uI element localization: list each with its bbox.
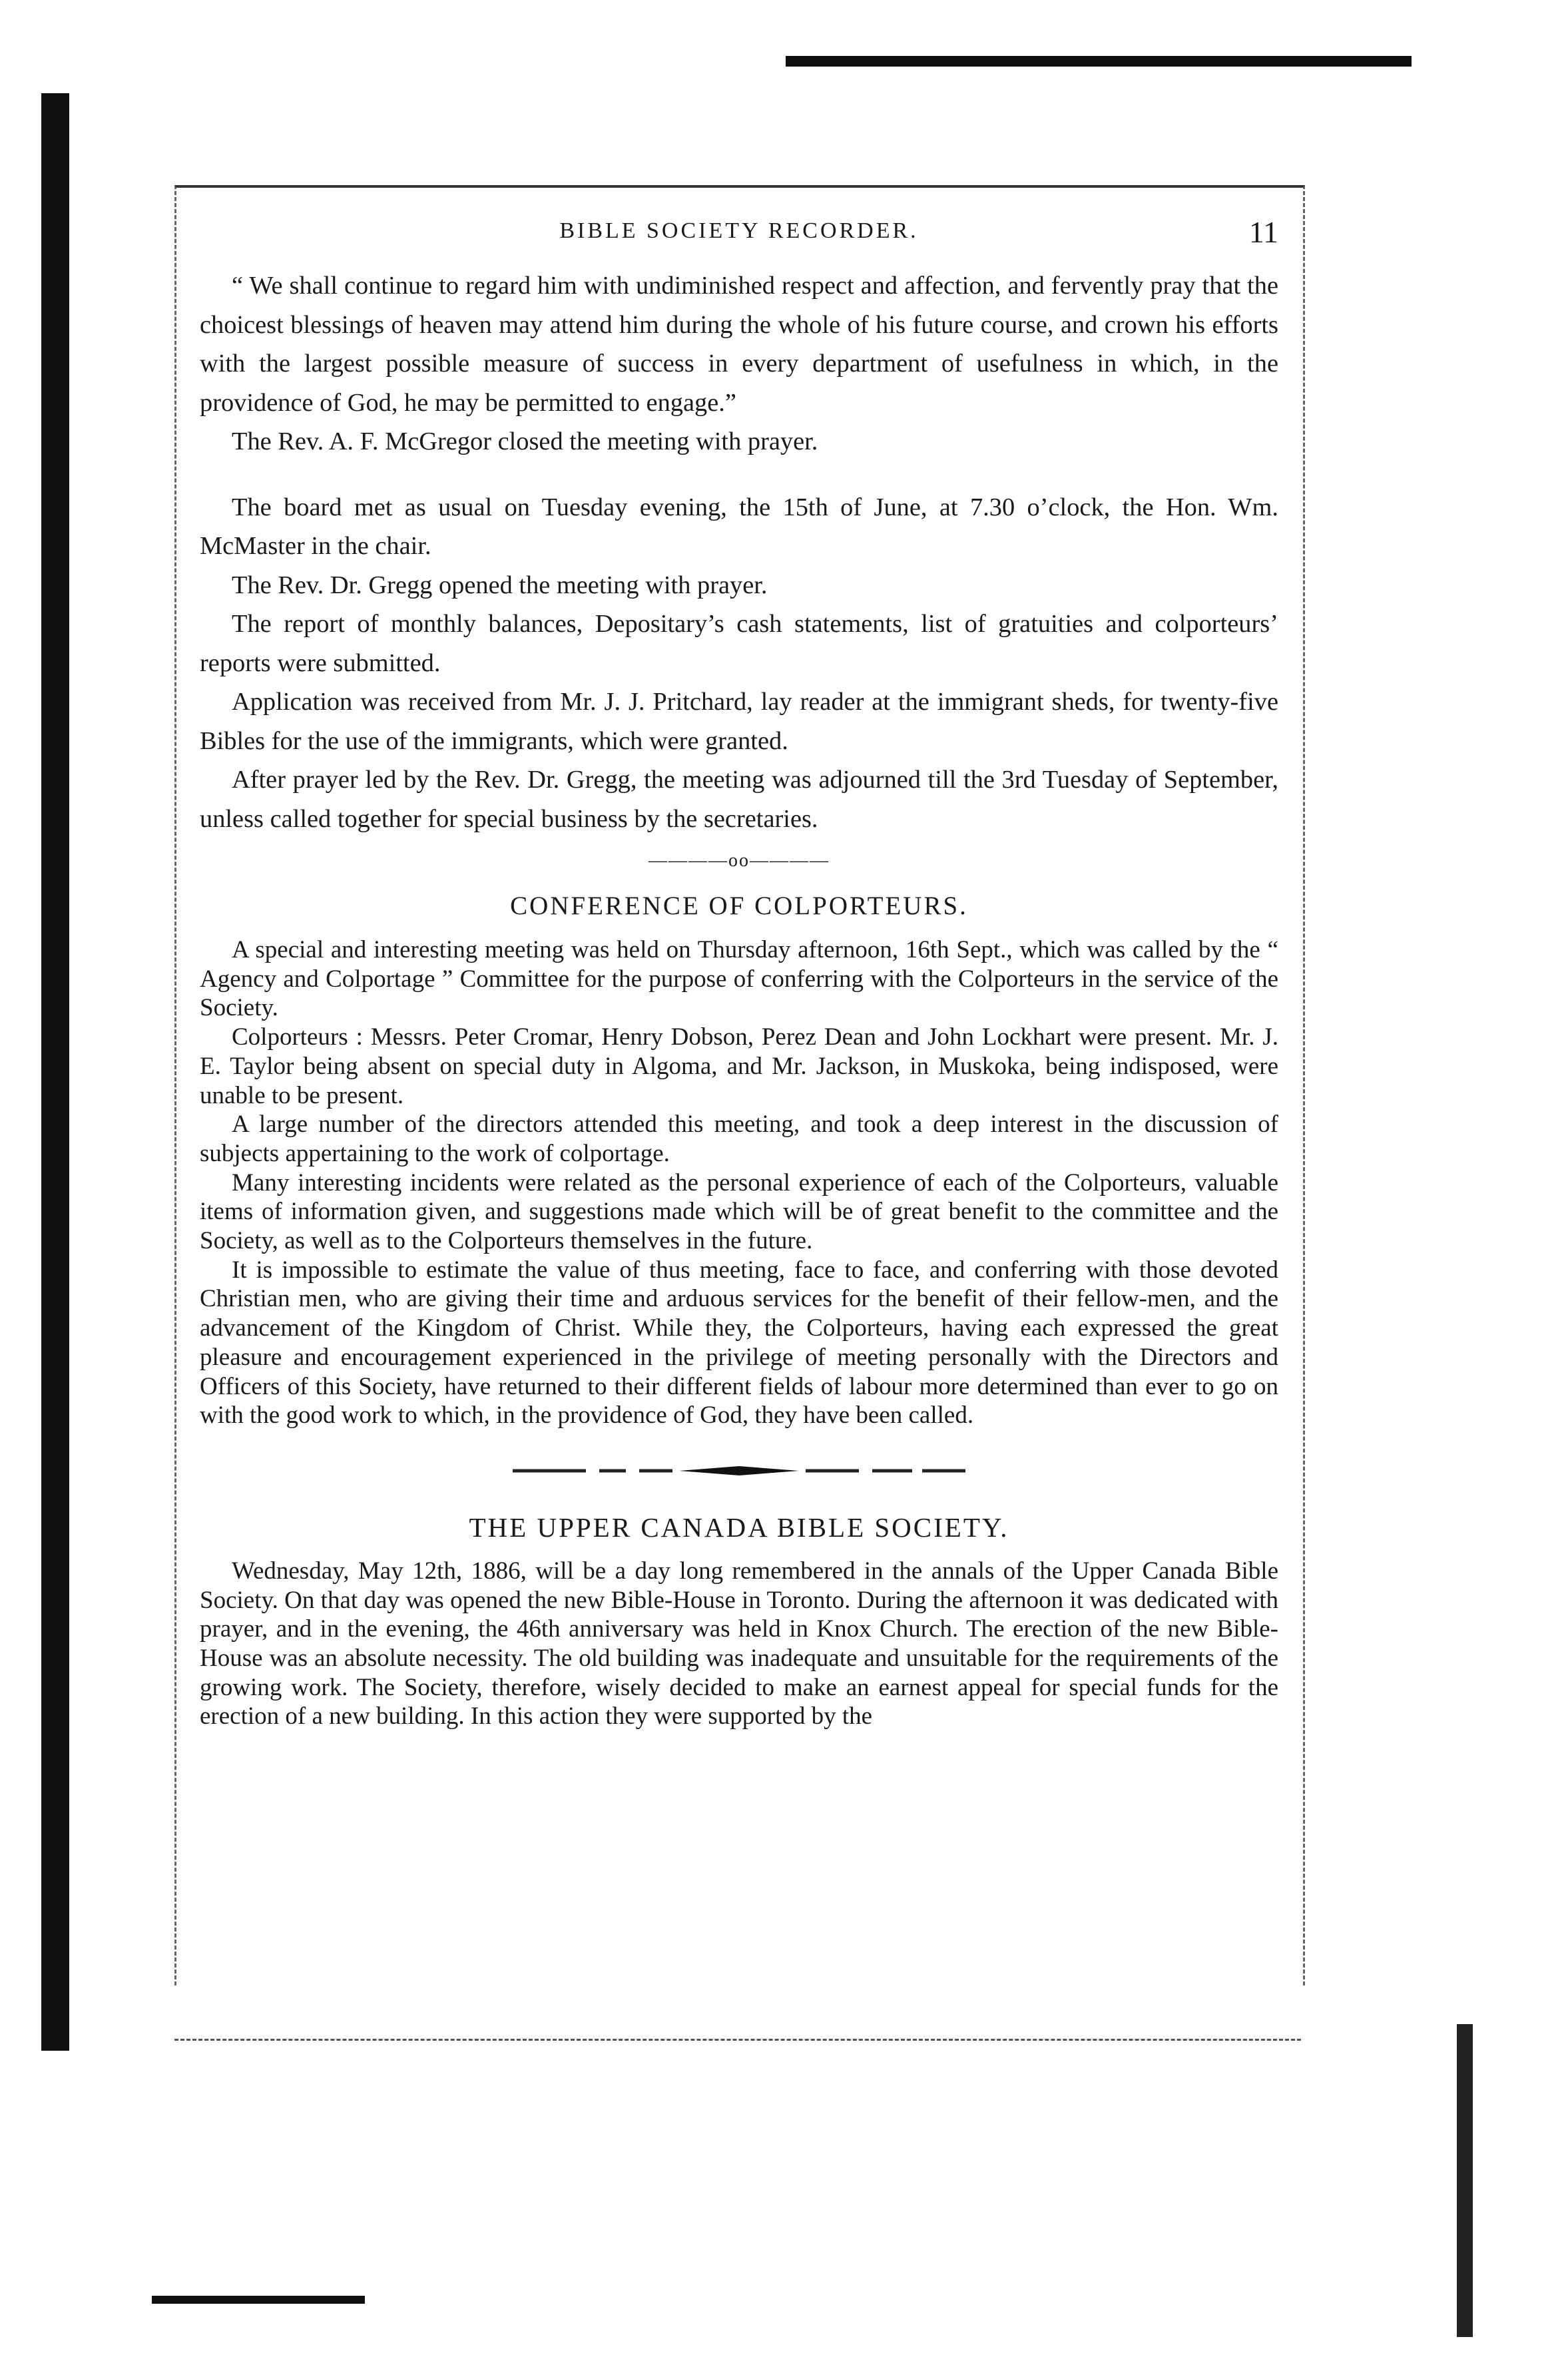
scan-right-strip bbox=[1457, 2024, 1473, 2337]
meeting-minutes-previous bbox=[200, 266, 1278, 461]
minutes-paragraph: The board met as usual on Tuesday evening, the 15th of June, at 7.30 o’clock, the Hon. Wm. McMaster in the chair. bbox=[200, 493, 1278, 560]
article-paragraph: Colporteurs : Messrs. Peter Cromar, Henry Dobson, Perez Dean and John Lockhart were present. Mr. J. E. Taylor being absent on special duty in Algoma, and Mr. Jackson, in Muskoka, being indisposed, were unable to be present. bbox=[200, 1023, 1278, 1109]
board-meeting-minutes bbox=[200, 488, 1278, 839]
page-number: 11 bbox=[1248, 215, 1278, 249]
article-paragraph: Many interesting incidents were related as the personal experience of each of the Colporteurs, valuable items of information given, and suggestions made which will be of great benefit to the committee and the Society, as well as to the Colporteurs themselves in the future. bbox=[200, 1169, 1278, 1255]
scan-bottom-rule bbox=[152, 2296, 365, 2304]
minutes-paragraph: After prayer led by the Rev. Dr. Gregg, the meeting was adjourned till the 3rd Tuesday of September, unless called together for special business by the secretaries. bbox=[200, 766, 1278, 833]
scan-top-rule bbox=[786, 56, 1412, 67]
page-frame-bottom-rule bbox=[174, 2039, 1301, 2041]
page-content bbox=[200, 215, 1278, 1731]
scan-edge-shadow bbox=[41, 93, 69, 2051]
closing-prayer-line: The Rev. A. F. McGregor closed the meeting with prayer. bbox=[232, 427, 818, 455]
section-title-upper-canada: THE UPPER CANADA BIBLE SOCIETY. bbox=[469, 1511, 1009, 1543]
section-divider: ————oo———— bbox=[649, 850, 830, 871]
ornamental-rule bbox=[200, 1447, 1278, 1494]
article-paragraph: It is impossible to estimate the value of thus meeting, face to face, and conferring with those devoted Christian men, who are giving their time and arduous services for the benefit of their fellow-men, and the advancement of the Kingdom of Christ. While they, the Colporteurs, having each expressed the great pleasure and encouragement experienced in the privilege of meeting personally with the Directors and Officers of this Society, have returned to their different fields of labour more determined than ever to go on with the good work to which, in the providence of God, they have been called. bbox=[200, 1256, 1278, 1430]
running-title: BIBLE SOCIETY RECORDER. bbox=[559, 218, 919, 243]
minutes-paragraph: Application was received from Mr. J. J. Pritchard, lay reader at the immigrant sheds, for twenty-five Bibles for the use of the immigrants, which were granted. bbox=[200, 688, 1278, 755]
section-title-colporteurs: CONFERENCE OF COLPORTEURS. bbox=[510, 892, 968, 920]
minutes-paragraph: The Rev. Dr. Gregg opened the meeting with prayer. bbox=[232, 571, 768, 599]
running-header bbox=[200, 215, 1278, 266]
upper-canada-article bbox=[200, 1557, 1278, 1731]
minutes-paragraph: The report of monthly balances, Depositary’s cash statements, list of gratuities and colporteurs’ reports were submitted. bbox=[200, 610, 1278, 677]
article-paragraph: A large number of the directors attended this meeting, and took a deep interest in the discussion of subjects appertaining to the work of colportage. bbox=[200, 1111, 1278, 1167]
quoted-resolution: “ We shall continue to regard him with undiminished respect and affection, and fervently pray that the choicest blessings of heaven may attend him during the whole of his future course, and crown his efforts with the largest possible measure of success in every department of usefulness in which, in the providence of God, he may be permitted to engage.” bbox=[200, 272, 1278, 417]
colporteurs-article bbox=[200, 935, 1278, 1430]
article-paragraph: A special and interesting meeting was held on Thursday afternoon, 16th Sept., which was called by the “ Agency and Colportage ” Committee for the purpose of conferring with the Colporteurs in the service of the Society. bbox=[200, 936, 1278, 1022]
article-paragraph: Wednesday, May 12th, 1886, will be a day long remembered in the annals of the Upper Canada Bible Society. On that day was opened the new Bible-House in Toronto. During the afternoon it was dedicated with prayer, and in the evening, the 46th anniversary was held in Knox Church. The erection of the new Bible-House was an absolute necessity. The old building was inadequate and unsuitable for the requirements of the growing work. The Society, therefore, wisely decided to make an earnest appeal for special funds for the erection of a new building. In this action they were supported by the bbox=[200, 1557, 1278, 1730]
paragraph-gap bbox=[200, 461, 1278, 488]
